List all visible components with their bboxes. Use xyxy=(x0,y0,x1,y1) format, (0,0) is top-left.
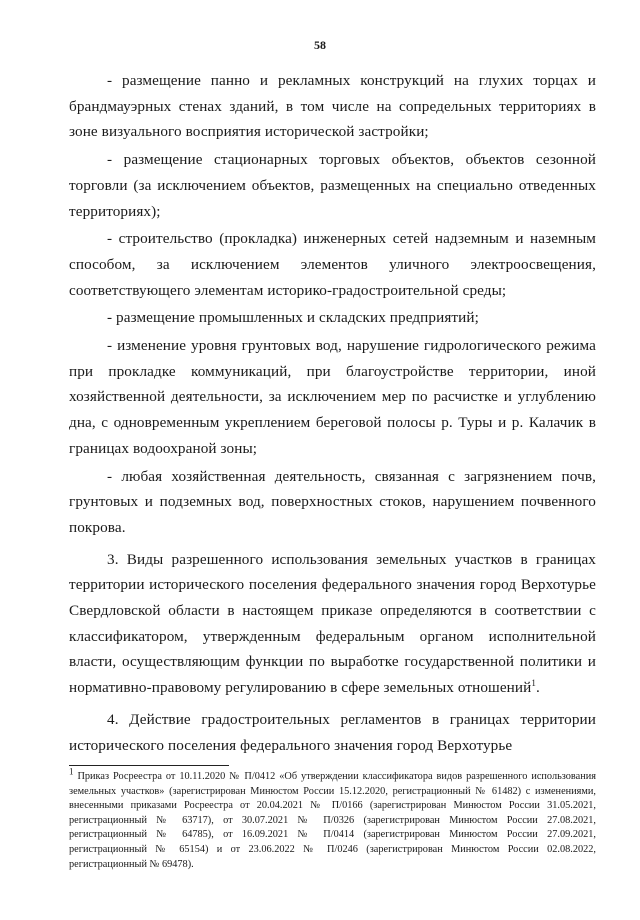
restriction-item: - размещение промышленных и складских предприятий; xyxy=(107,309,479,327)
paragraph-text: 3. Виды разрешенного использования земельных участков в границах территории исторического поселения федерального значения город Верхотурье Свердловской области в настоящем приказе определяются в соответствии с классификатором, утвержденным федеральным органом исполнительной власти, осуществляющим функции по выработке государственной политики и нормативно-правовому регулированию в сфере земельных отношений xyxy=(69,550,596,697)
restriction-item: - размещение стационарных торговых объектов, объектов сезонной торговли (за исключением объектов, размещенных на специально отведенных территориях); xyxy=(69,151,596,220)
restriction-item: - любая хозяйственная деятельность, связанная с загрязнением почв, грунтовых и подземных вод, поверхностных стоков, нарушением почвенного покрова. xyxy=(69,467,596,536)
footnote-marker: 1 xyxy=(69,766,74,777)
document-body xyxy=(69,68,596,764)
numbered-paragraph-4 xyxy=(69,707,596,758)
footnote-separator xyxy=(69,765,229,766)
footnote-text: Приказ Росреестра от 10.11.2020 № П/0412 «Об утверждении классификатора видов разрешенного использования земельных участков» (зарегистрирован Минюстом России 15.12.2020, регистрационный № 61482) с изменениями, внесенными приказами Росреестра от 20.04.2021 № П/0166 (зарегистрирован Минюстом России 31.05.2021, регистрационный № 63717), от 30.07.2021 № П/0326 (зарегистрирован Минюстом России 27.08.2021, регистрационный № 64785), от 16.09.2021 № П/0414 (зарегистрирован Минюстом России 27.09.2021, регистрационный № 65154) и от 23.06.2022 № П/0246 (зарегистрирован Минюстом России 02.08.2022, регистрационный № 69478). xyxy=(69,771,596,870)
restriction-item: - размещение панно и рекламных конструкций на глухих торцах и брандмауэрных стенах зданий, в том числе на сопредельных территориях в зоне визуального восприятия исторической застройки; xyxy=(69,72,596,141)
footnote-reference[interactable]: 1 xyxy=(531,678,536,689)
numbered-paragraph-3: 3. Виды разрешенного использования земельных участков в границах территории исторического поселения федерального значения город Верхотурье Свердловской области в настоящем приказе определяются в соответствии с классификатором, утвержденным федеральным органом исполнительной власти, осуществляющим функции по выработке государственной политики и нормативно-правовому регулированию в сфере земельных отношений$^1$. xyxy=(69,550,596,697)
restriction-item: - строительство (прокладка) инженерных сетей надземным и наземным способом, за исключением элементов уличного электроосвещения, соответствующего элементам историко-градостроительной среды; xyxy=(69,230,596,299)
footnote xyxy=(69,766,596,872)
restriction-item: - изменение уровня грунтовых вод, нарушение гидрологического режима при прокладке коммуникаций, при благоустройстве территории, иной хозяйственной деятельности, за исключением мер по расчистке и углублению дна, с одновременным укреплением береговой полосы р. Туры и р. Калачик в границах водоохраной зоны; xyxy=(69,337,596,457)
paragraph-text: 4. Действие градостроительных регламентов в границах территории исторического поселения федерального значения город Верхотурье xyxy=(69,710,596,754)
page-number: 58 xyxy=(314,38,326,52)
